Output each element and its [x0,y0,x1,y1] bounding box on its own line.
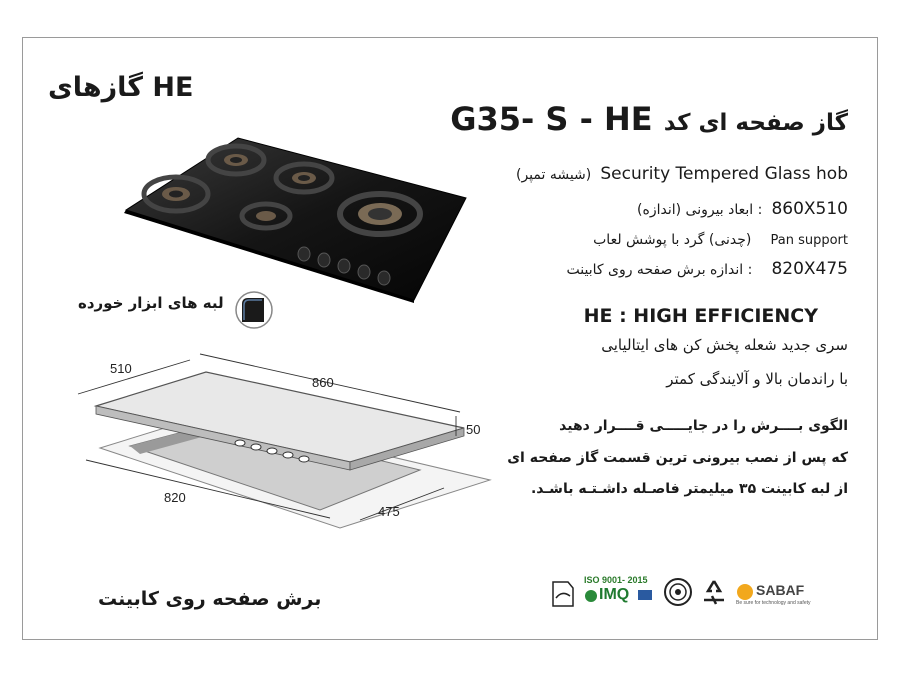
he-line-1: سری جدید شعله پخش کن های ایتالیایی [601,336,848,354]
dim-475-label: 475 [378,504,400,519]
spec-dimensions-value: 860X510 [771,199,848,219]
series-title: گازهای HE [48,72,194,103]
dim-510-label: 510 [110,361,132,376]
spec-pan-fa: (چدنی) گرد با پوشش لعاب [593,232,752,248]
spec-glass-fa: (شیشه تمپر) [515,167,592,183]
he-title: HE : HIGH EFFICIENCY [583,305,818,327]
spec-pan-label: Pan support [770,233,848,248]
spec-glass [516,164,848,184]
note-line-2: که پس از نصب بیرونی ترین قسمت گاز صفحه ای [507,450,848,466]
dim-860-label: 860 [312,375,334,390]
imq-globe-icon [584,589,598,603]
sabaf-tagline: Be sure for technology and safety [736,600,811,606]
model-prefix: گاز صفحه ای کد [663,110,848,136]
hob-product-image [118,132,470,304]
iso-label: ISO 9001- 2015 [584,575,648,585]
model-code: G35- S - HE [450,100,653,138]
bevel-edge-icon [234,290,274,330]
certification-logos [550,574,850,614]
spec-cutout-value: 820X475 [771,259,848,279]
spec-dimensions [637,199,848,219]
dim-50-label: 50 [466,422,481,437]
spec-dimensions-label: : ابعاد بیرونی (اندازه) [637,202,763,218]
cutout-caption: برش صفحه روی کابینت [98,588,322,610]
dim-820-label: 820 [164,490,186,505]
note-line-3: از لبه کابینت ۳۵ میلیمتر فاصـله داشـتـه باشـد. [530,481,848,497]
model-title [450,100,848,138]
he-line-2: با راندمان بالا و آلایندگی کمتر [666,370,848,388]
standard-mark-icon [550,578,576,610]
spec-glass-en: Security Tempered Glass hob [600,164,848,184]
csq-icon [638,590,652,600]
spec-pan-support [593,229,848,248]
spec-cutout [567,259,848,279]
spec-cutout-label: : اندازه برش صفحه روی کابینت [566,262,753,278]
cutout-diagram [60,340,500,535]
sabaf-sun-icon [736,583,754,601]
imq-logo: IMQ [599,586,630,603]
note-line-1: الگوی بــــرش را در جایـــــی قــــرار دهید [559,418,848,434]
recycle-icon [700,578,728,606]
bevel-edge-label: لبه های ابزار خورده [78,294,224,312]
inet-seal-icon [663,577,693,607]
sabaf-logo: SABAF [756,582,805,598]
